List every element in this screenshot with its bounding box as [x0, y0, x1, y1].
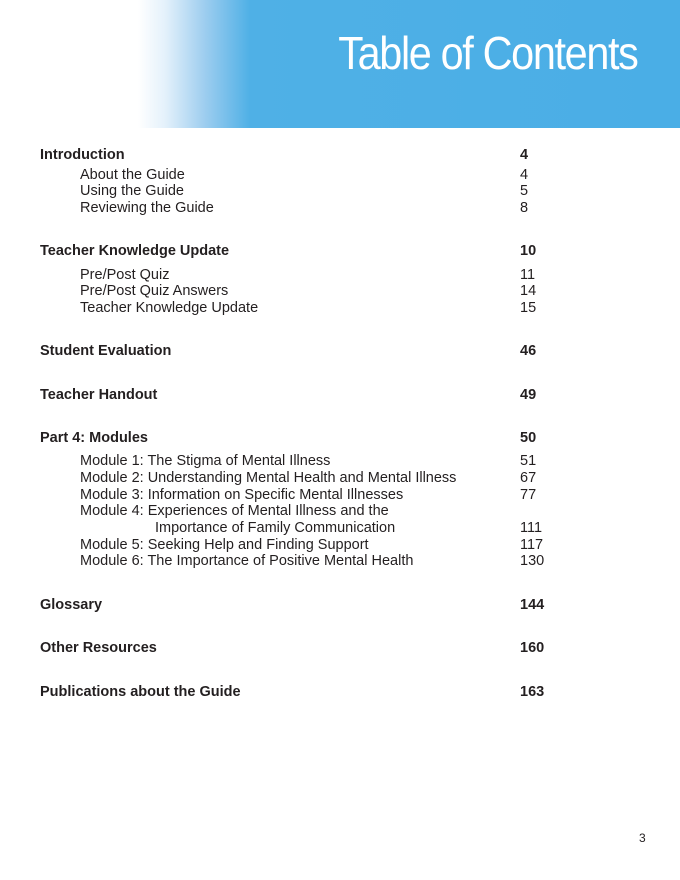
toc-page-number: 10 — [520, 243, 537, 259]
toc-section-title: Introduction — [40, 147, 125, 163]
toc-entry-label: Pre/Post Quiz Answers — [80, 283, 229, 299]
toc-page-number: 49 — [520, 387, 537, 403]
toc-page-number: 163 — [520, 684, 545, 700]
toc-page-number: 130 — [520, 553, 545, 569]
toc-entry-label: Module 4: Experiences of Mental Illness and the — [80, 503, 389, 519]
toc-entry-label: Reviewing the Guide — [80, 200, 214, 216]
toc-page-number: 11 — [520, 267, 536, 283]
page-title: Table of Contents — [338, 27, 638, 79]
toc-page-number: 77 — [520, 487, 537, 503]
toc-entry-label: About the Guide — [80, 167, 185, 183]
toc-entry-label: Module 2: Understanding Mental Health and Mental Illness — [80, 470, 457, 486]
toc-page-number: 51 — [520, 453, 537, 469]
toc-page-number: 4 — [520, 147, 529, 163]
toc-entry-label: Using the Guide — [80, 183, 184, 199]
page-number: 3 — [639, 831, 646, 845]
toc-section-title: Student Evaluation — [40, 343, 172, 359]
toc-entry-label: Module 5: Seeking Help and Finding Support — [80, 537, 369, 553]
toc-page-number: 117 — [520, 537, 544, 553]
toc-entry-label: Module 6: The Importance of Positive Mental Health — [80, 553, 414, 569]
toc-page-number: 15 — [520, 300, 537, 316]
toc-section-title: Other Resources — [40, 640, 157, 656]
toc-entry-label: Module 3: Information on Specific Mental Illnesses — [80, 487, 404, 503]
toc-page-number: 46 — [520, 343, 537, 359]
toc-page-number: 5 — [520, 183, 529, 199]
header-banner — [0, 0, 680, 128]
toc-page-number: 50 — [520, 430, 537, 446]
toc-section-title: Teacher Handout — [40, 387, 158, 403]
toc-section-title: Glossary — [40, 597, 103, 613]
toc-entry-label: Pre/Post Quiz — [80, 267, 170, 283]
toc-page-number: 8 — [520, 200, 529, 216]
toc-page-number: 4 — [520, 167, 529, 183]
toc-section-title: Teacher Knowledge Update — [40, 243, 230, 259]
toc-entry-label: Module 1: The Stigma of Mental Illness — [80, 453, 331, 469]
toc-entry-label: Importance of Family Communication — [155, 520, 396, 536]
toc-page-number: 111 — [520, 520, 543, 536]
toc-section-title: Part 4: Modules — [40, 430, 148, 446]
toc-page-number: 144 — [520, 597, 545, 613]
toc-page-number: 160 — [520, 640, 545, 656]
toc-page-number: 14 — [520, 283, 537, 299]
toc-page-number: 67 — [520, 470, 537, 486]
toc-entry-label: Teacher Knowledge Update — [80, 300, 259, 316]
toc-section-title: Publications about the Guide — [40, 684, 241, 700]
